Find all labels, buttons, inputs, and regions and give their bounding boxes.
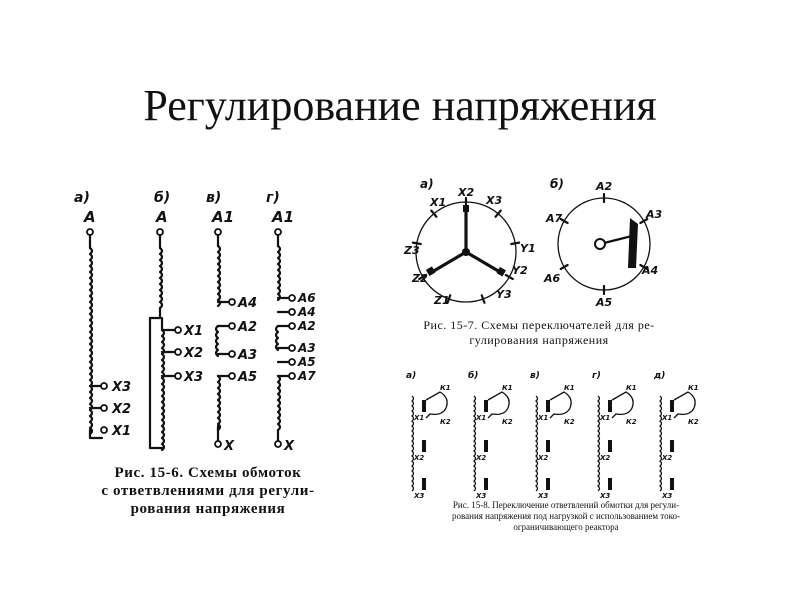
winding-tap-label: Х1 [600,414,611,422]
panel-tag-v: в) [206,190,222,206]
coil-turns [162,330,164,450]
contact-label-k1: К1 [502,384,513,392]
contact-label-k2: К2 [688,418,699,426]
tap-contact [608,478,612,490]
caption-line: Рис. 15-8. Переключение ответвлений обмотки для регули- [452,500,680,510]
terminal-label-g-bottom: Х [284,439,295,454]
caption-figure-15-7 [380,318,698,348]
contact-label-k2: К2 [564,418,575,426]
tap-label-b-x2: Х2 [184,346,204,361]
winding-tap-label: Х1 [538,414,549,422]
figure-tap-changers [400,174,690,314]
tap-label-g-a5: А5 [298,355,316,369]
terminal-label-v-top: А1 [212,208,235,226]
coil-turns [218,376,220,430]
winding-tap-label: Х1 [662,414,673,422]
caption-line: Рис. 15-6. Схемы обмоток [114,465,302,481]
winding-tap-label: Х3 [414,492,425,500]
contact-label-y3: Y3 [496,288,512,301]
tap-label-v-a2: А2 [238,320,258,335]
tap-contact [608,440,612,452]
contact-label-k1: К1 [564,384,575,392]
winding-segment [412,396,414,491]
coil-turns [216,326,218,356]
winding-segment [660,396,662,491]
caption-line: Рис. 15-7. Схемы переключателей для ре- [423,318,655,332]
coil-turns [278,246,280,300]
panel-tag-15-7-a: а) [420,177,434,191]
winding-coil-a [90,248,92,434]
panel-tag-b: б) [154,190,171,206]
contact-label-a2: А2 [596,180,613,193]
panel-tag-a: а) [74,190,90,206]
winding-tap-label: Х2 [538,454,549,462]
tap-label-g-a3: А3 [298,341,316,355]
terminal-label-g-top: А1 [272,208,295,226]
tap-contact [670,440,674,452]
winding-tap-label: Х2 [414,454,425,462]
reactor-loop [612,392,633,418]
caption-line: гулирования напряжения [469,333,609,347]
winding-tap-label: Х3 [662,492,673,500]
coil-turns [276,326,278,350]
figure-on-load-switching [396,366,726,500]
caption-line: с ответвлениями для регули- [101,483,315,499]
contact-label-k1: К1 [440,384,451,392]
contact-label-z3: Z3 [404,244,420,257]
tap-label-g-a2: А2 [298,319,316,333]
panel-tag-15-8: в) [530,371,540,381]
contact-label-x3: Х3 [486,194,503,207]
reactor-loop [550,392,571,418]
contact-tick [561,265,568,269]
contact-label-y2: Y2 [512,264,528,277]
tap-contact [484,400,488,412]
caption-line: рования напряжения [130,501,286,517]
coil-turns [278,376,280,430]
panel-tag-15-8: д) [654,371,666,381]
tap-label-b-x3: Х3 [184,370,204,385]
tap-label-v-a5: А5 [238,370,258,385]
winding-tap-label: Х1 [414,414,425,422]
tap-contact [670,478,674,490]
tap-label-a-x3: Х3 [112,380,132,395]
contact-label-z1: Z1 [434,294,450,307]
figure-tapped-windings [60,180,320,460]
tap-label-a-x1: Х1 [112,424,132,439]
tap-label-b-x1: Х1 [184,324,204,339]
coil-turns [218,246,220,306]
tap-label-a-x2: Х2 [112,402,132,417]
tap-label-g-a4: А4 [298,305,316,319]
contact-label-k1: К1 [688,384,699,392]
winding-tap-label: Х1 [476,414,487,422]
winding-tap-label: Х3 [476,492,487,500]
winding-segment [474,396,476,491]
terminal-label-a-top: А [84,208,96,226]
caption-figure-15-6 [58,464,358,518]
contact-label-a6: А6 [544,272,561,285]
contact-label-k2: К2 [626,418,637,426]
contact-label-x1: Х1 [430,196,447,209]
contact-label-z2: Z2 [412,272,428,285]
winding-tap-label: Х2 [600,454,611,462]
reactor-loop [488,392,509,418]
winding-coil-g [276,246,280,430]
tap-contact [422,478,426,490]
tap-contact [546,478,550,490]
winding-segment [598,396,600,491]
terminal-label-v-bottom: Х [224,439,235,454]
panel-tag-15-8: а) [406,371,417,381]
tap-contact [484,440,488,452]
contact-tick [511,243,519,244]
winding-segment [536,396,538,491]
caption-line: ограничивающего реактора [513,522,619,532]
contact-label-a5: А5 [596,296,613,309]
panel-tag-g: г) [266,190,280,206]
contact-label-a4: А4 [642,264,659,277]
contact-label-k1: К1 [626,384,637,392]
tap-contact [484,478,488,490]
panel-tag-15-7-b: б) [550,177,564,191]
coil-turns [90,248,92,434]
contact-label-k2: К2 [502,418,513,426]
contact-label-a7: А7 [546,212,563,225]
contact-label-x2: Х2 [458,186,475,199]
winding-tap-label: Х3 [538,492,549,500]
tap-contact [546,440,550,452]
tap-contact [422,400,426,412]
contact-label-k2: К2 [440,418,451,426]
reactor-loop [426,392,447,418]
tap-label-g-a7: А7 [298,369,316,383]
tap-label-v-a3: А3 [238,348,258,363]
reactor-loop [674,392,695,418]
winding-tap-label: Х3 [600,492,611,500]
slide-title: Регулирование напряжения [143,81,657,130]
tap-label-v-a4: А4 [238,296,258,311]
tap-contact [546,400,550,412]
tap-contact [608,400,612,412]
coil-turns [160,248,162,308]
caption-figure-15-8 [396,500,736,533]
contact-label-a3: А3 [646,208,663,221]
caption-line: рования напряжения под нагрузкой с использованием токо- [452,511,680,521]
tap-label-g-a6: А6 [298,291,316,305]
winding-coil-v [216,246,220,430]
tap-contact [422,440,426,452]
winding-tap-label: Х2 [662,454,673,462]
contact-label-y1: Y1 [520,242,536,255]
terminal-label-b-top: А [156,208,168,226]
tap-contact [670,400,674,412]
panel-tag-15-8: г) [592,371,601,381]
contact-tick [482,295,485,303]
panel-tag-15-8: б) [468,371,479,381]
winding-coil-b [160,248,164,450]
winding-tap-label: Х2 [476,454,487,462]
